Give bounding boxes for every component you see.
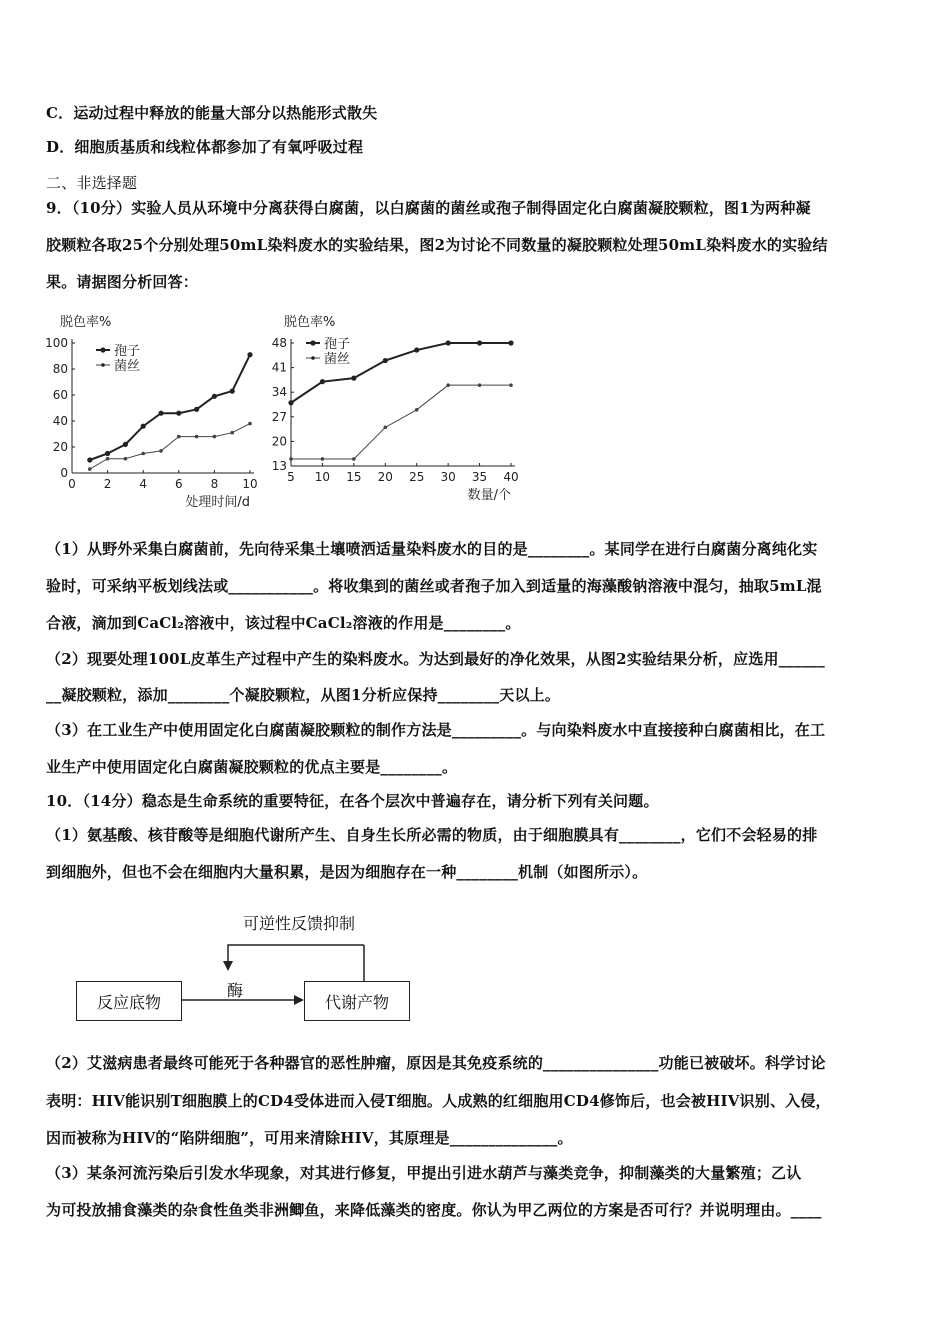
product-box (304, 981, 410, 1021)
option-c: C．运动过程中释放的能量大部分以热能形式散失 (46, 104, 378, 122)
fig2-x-tick-label: 15 (346, 470, 362, 484)
product-label: 代谢产物 (324, 992, 389, 1012)
q9-2-line1: （2）现要处理100L皮革生产过程中产生的染料废水。为达到最好的净化效果，从图2实验结果分析，应选用______ (46, 650, 825, 668)
fig1-series-spore-point (230, 389, 235, 394)
fig1-x-label: 处理时间/d (185, 495, 250, 508)
q10-line1: 10．（14分）稳态是生命系统的重要特征，在各个层次中普遍存在，请分析下列有关问题。 (46, 792, 659, 810)
fig1-x-tick-label: 8 (210, 477, 219, 491)
fig2-y-tick-label: 20 (271, 434, 287, 449)
fig2-series-spore-point (508, 340, 513, 345)
q10-1-line1: （1）氨基酸、核苷酸等是细胞代谢所产生、自身生长所必需的物质，由于细胞膜具有________，它们不会轻易的排 (46, 826, 818, 844)
feedback-diagram (70, 905, 420, 1030)
fig1-legend-label: 孢子 (114, 344, 141, 359)
fig1-series-hyphae-point (88, 467, 92, 471)
fig2-series-spore-point (383, 358, 388, 363)
fig2-x-tick-label: 10 (314, 470, 331, 484)
q9-1-line3: 合液，滴加到CaCl₂溶液中，该过程中CaCl₂溶液的作用是________。 (46, 614, 521, 632)
fig2-series-spore-point (351, 376, 356, 381)
fig1-series-hyphae-point (213, 435, 217, 439)
fig2-series-hyphae-point (415, 408, 419, 412)
fig2-y-tick-label: 48 (271, 336, 287, 350)
q9-2-line2: __凝胶颗粒，添加________个凝胶颗粒，从图1分析应保持________天以上。 (46, 686, 561, 704)
fig2-series-spore-point (414, 347, 419, 352)
q10-3-line2: 为可投放捕食藻类的杂食性鱼类非洲鲫鱼，来降低藻类的密度。你认为甲乙两位的方案是否可行？并说明理由。____ (46, 1201, 822, 1219)
fig2-series-spore-point (320, 379, 325, 384)
q9-1-line1: （1）从野外采集白腐菌前，先向待采集土壤喷洒适量染料废水的目的是________。某同学在进行白腐菌分离纯化实 (46, 540, 818, 558)
fig1-legend-marker (101, 363, 105, 367)
option-d: D．细胞质基质和线粒体都参加了有氧呼吸过程 (46, 138, 364, 156)
fig1-series-spore-point (105, 451, 110, 456)
fig1-series-hyphae-point (230, 431, 234, 435)
fig1-series-spore-point (141, 424, 146, 429)
fig2-series-hyphae-point (446, 383, 450, 387)
feedback-label: 可逆性反馈抑制 (243, 914, 356, 933)
figure-2-chart (266, 308, 536, 508)
fig2-legend-label: 孢子 (324, 337, 351, 352)
fig2-y-tick-label: 34 (271, 385, 287, 400)
fig2-legend-marker (310, 340, 315, 345)
q9-line3: 果。请据图分析回答： (46, 273, 199, 291)
fig1-series-spore-point (87, 457, 92, 462)
fig1-legend-label: 菌丝 (114, 359, 141, 374)
fig1-series-hyphae-point (141, 452, 145, 456)
fig1-series-spore-point (194, 407, 199, 412)
fig1-x-tick-label: 0 (68, 477, 76, 491)
fig1-y-tick-label: 0 (60, 466, 68, 480)
fig2-x-tick-label: 5 (287, 470, 295, 484)
fig1-legend-marker (100, 347, 105, 352)
q10-3-line1: （3）某条河流污染后引发水华现象，对其进行修复，甲提出引进水葫芦与藻类竞争，抑制藻类的大量繁殖；乙认 (46, 1164, 802, 1182)
fig2-series-spore-point (477, 340, 482, 345)
fig2-series-hyphae-point (509, 383, 513, 387)
fig2-legend-label: 菌丝 (324, 352, 351, 367)
q10-1-line2: 到细胞外，但也不会在细胞内大量积累，是因为细胞存在一种________机制（如图所示）。 (46, 863, 648, 881)
fig1-y-label: 脱色率% (60, 315, 112, 330)
fig1-y-tick-label: 20 (52, 440, 68, 454)
fig1-series-hyphae-line (90, 424, 250, 470)
fig1-series-hyphae-point (159, 449, 163, 453)
fig2-x-tick-label: 40 (503, 470, 519, 484)
q10-2-line1: （2）艾滋病患者最终可能死于各种器官的恶性肿瘤，原因是其免疫系统的_______________功能已被破坏。科学讨论 (46, 1054, 826, 1072)
fig1-series-spore-point (212, 394, 217, 399)
fig2-x-tick-label: 35 (471, 470, 488, 484)
fig1-x-tick-label: 4 (139, 477, 148, 491)
fig1-series-hyphae-point (177, 435, 181, 439)
fig2-series-spore-point (446, 340, 451, 345)
fig1-series-hyphae-point (195, 435, 199, 439)
fig1-series-spore-point (247, 352, 252, 357)
q10-2-line3: 因而被称为HIV的“陷阱细胞”，可用来清除HIV，其原理是______________。 (46, 1129, 573, 1147)
fig2-series-hyphae-point (383, 426, 387, 430)
fig2-y-tick-label: 13 (271, 459, 287, 473)
fig2-y-tick-label: 41 (271, 360, 287, 375)
q9-3-line2: 业生产中使用固定化白腐菌凝胶颗粒的优点主要是________。 (46, 758, 458, 776)
q9-line1: 9．（10分）实验人员从环境中分离获得白腐菌，以白腐菌的菌丝或孢子制得固定化白腐菌凝胶颗粒，图1为两种凝 (46, 199, 811, 217)
q10-2-line2: 表明：HIV能识别T细胞膜上的CD4受体进而入侵T细胞。人成熟的红细胞用CD4修饰后，也会被HIV识别、入侵， (46, 1092, 831, 1110)
fig1-series-hyphae-point (106, 457, 110, 461)
fig1-series-hyphae-point (248, 422, 252, 426)
fig2-x-tick-label: 25 (409, 470, 425, 484)
q9-1-line2: 验时，可采纳平板划线法或___________。将收集到的菌丝或者孢子加入到适量的海藻酸钠溶液中混匀，抽取5mL混 (46, 577, 822, 595)
fig2-x-tick-label: 30 (440, 470, 456, 484)
fig1-x-tick-label: 6 (174, 477, 183, 491)
substrate-label: 反应底物 (96, 992, 161, 1012)
fig1-series-spore-point (176, 411, 181, 416)
q9-line2: 胶颗粒各取25个分别处理50mL染料废水的实验结果，图2为讨论不同数量的凝胶颗粒处理50mL染料废水的实验结 (46, 236, 828, 254)
fig2-legend-marker (311, 356, 315, 360)
fig1-y-tick-label: 80 (52, 362, 68, 376)
figure-1-chart (40, 308, 270, 508)
fig2-x-tick-label: 20 (377, 470, 393, 484)
fig1-series-spore-point (158, 411, 163, 416)
fig1-y-tick-label: 100 (45, 336, 68, 350)
fig2-series-hyphae-point (289, 457, 293, 461)
fig2-y-label: 脱色率% (284, 315, 336, 330)
substrate-box (76, 981, 182, 1021)
fig2-x-label: 数量/个 (467, 488, 511, 503)
q9-3-line1: （3）在工业生产中使用固定化白腐菌凝胶颗粒的制作方法是_________。与向染料废水中直接接种白腐菌相比，在工 (46, 721, 826, 739)
fig2-series-hyphae-point (478, 383, 482, 387)
fig1-y-tick-label: 60 (52, 388, 68, 402)
fig1-series-hyphae-point (124, 457, 128, 461)
fig2-series-spore-point (288, 400, 293, 405)
fig1-x-tick-label: 10 (242, 477, 258, 491)
fig1-y-tick-label: 40 (52, 414, 68, 428)
enzyme-label: 酶 (227, 981, 244, 1000)
fig2-series-hyphae-point (352, 457, 356, 461)
section-heading: 二、非选择题 (46, 174, 138, 192)
fig1-x-tick-label: 2 (103, 477, 112, 491)
fig2-series-hyphae-line (291, 385, 511, 459)
fig2-series-hyphae-point (321, 457, 325, 461)
fig2-y-tick-label: 27 (271, 409, 287, 424)
fig1-series-spore-point (123, 442, 128, 447)
